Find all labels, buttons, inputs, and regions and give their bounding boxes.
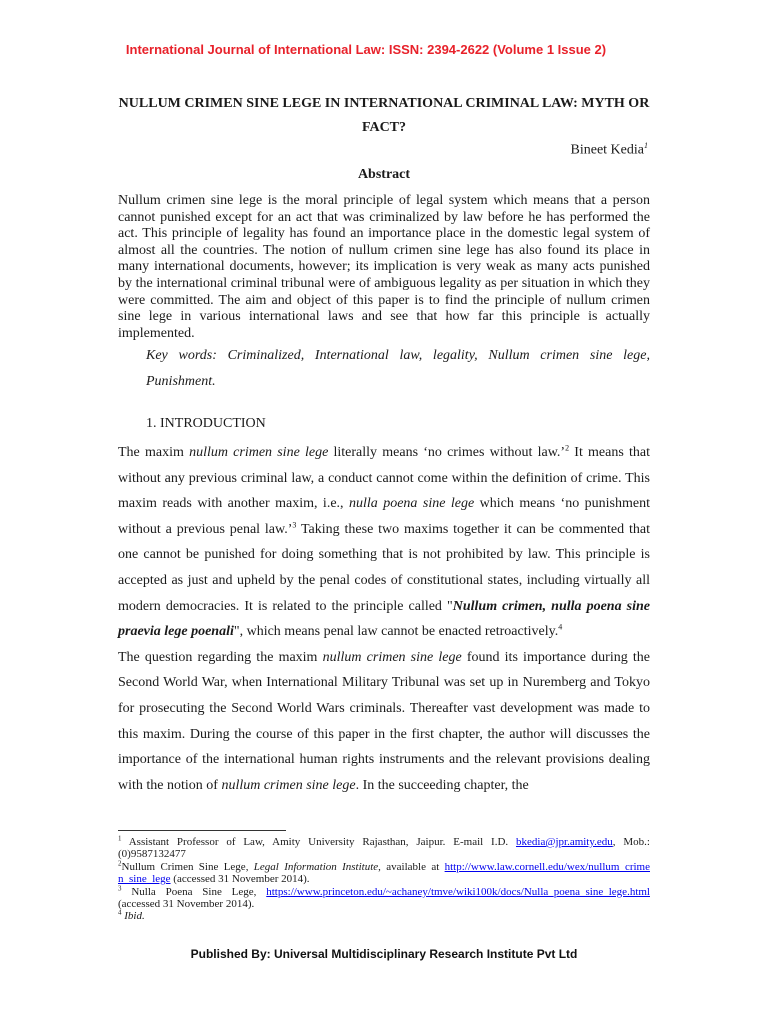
keywords: Key words: Criminalized, International law, legality, Nullum crimen sine lege, Punishment.: [146, 348, 650, 389]
footnote-ref: 4: [558, 622, 563, 632]
footnote-1: $^1$ Assistant Professor of Law, Amity University Rajasthan, Jaipur. E-mail I.D. bkedia@jpr.amity.edu, Mob.: (0)9587132477: [118, 834, 650, 861]
body-text: [118, 440, 650, 798]
paragraph: The maxim nullum crimen sine lege literally means ‘no crimes without law.’$^2$ It means that without any previous criminal law, a conduct cannot come within the definition of crime. This maxim reads with another maxim, i.e., nulla poena sine lege which means ‘no punishment without a previous penal law.’$^3$ Taking these two maxims together it can be commented that one cannot be punished for doing something that is not prohibited by law. This principle is accepted as just and upheld by the penal codes of constitutional states, including virtually all modern democracies. It is related to the principle called "Nullum crimen, nulla poena sine praevia lege poenali", which means penal law cannot be enacted retroactively.$^4$: [118, 443, 651, 640]
cornell-link[interactable]: http://www.law.cornell.edu/wex/nullum_crime n_sine_lege: [118, 860, 650, 886]
abstract-text: Nullum crimen sine lege is the moral principle of legal system which means that a person cannot punished except for an act that was criminalized by law before he has performed the act. This principle of legality has found an importance place in the domestic legal system of almost all the countries. The notion of nullum crimen sine lege has also found its place in many international documents, however; its implication is very weak as many acts punished by the international criminal tribunal were of ambiguous legality as per situation in which they were committed. The aim and object of this paper is to find the principle of nullum crimen sine lege in various international laws and see that how far this principle is actually implemented.: [118, 193, 650, 341]
princeton-link[interactable]: https://www.princeton.edu/~achaney/tmve/wiki100k/docs/Nulla_poena_sine_lege.html: [266, 885, 650, 898]
footnote-2: $^2$Nullum Crimen Sine Lege, Legal Information Institute, available at http://www.law.cornell.edu/wex/nullum_crime n_sine_lege (accessed 31 November 2014).: [118, 859, 650, 886]
footnotes: [118, 836, 650, 923]
footnote-ref: 1: [644, 141, 648, 150]
publisher-footer: Published By: Universal Multidisciplinary Research Institute Pvt Ltd: [190, 947, 578, 961]
footnote-3: $^3$ Nulla Poena Sine Lege, https://www.princeton.edu/~achaney/tmve/wiki100k/docs/Nulla_poena_sine_lege.html (accessed 31 November 2014).: [118, 883, 650, 911]
journal-header: International Journal of International Law: ISSN: 2394-2622 (Volume 1 Issue 2): [125, 42, 607, 57]
paragraph: The question regarding the maxim nullum crimen sine lege found its importance during the Second World War, when International Military Tribunal was set up in Nuremberg and Tokyo for prosecuting the Second World Wars criminals. Thereafter vast development was made to this maxim. During the course of this paper in the first chapter, the author will discusses the importance of the international human rights instruments and the relevant provisions dealing with the notion of nullum crimen sine lege. In the succeeding chapter, the: [118, 649, 650, 793]
abstract-heading: Abstract: [357, 167, 411, 182]
author-name: Bineet Kedia: [570, 142, 644, 158]
footnote-ref: 2: [565, 443, 570, 453]
footnote-4: $^4$ Ibid.: [118, 908, 145, 923]
email-link[interactable]: bkedia@jpr.amity.edu: [516, 836, 613, 848]
paper-title: NULLUM CRIMEN SINE LEGE IN INTERNATIONAL CRIMINAL LAW: MYTH OR FACT?: [118, 96, 650, 135]
footnote-divider: [118, 830, 286, 831]
footnote-ref: 3: [292, 520, 297, 530]
author-line: [571, 141, 648, 159]
section-heading: 1. INTRODUCTION: [146, 416, 266, 431]
